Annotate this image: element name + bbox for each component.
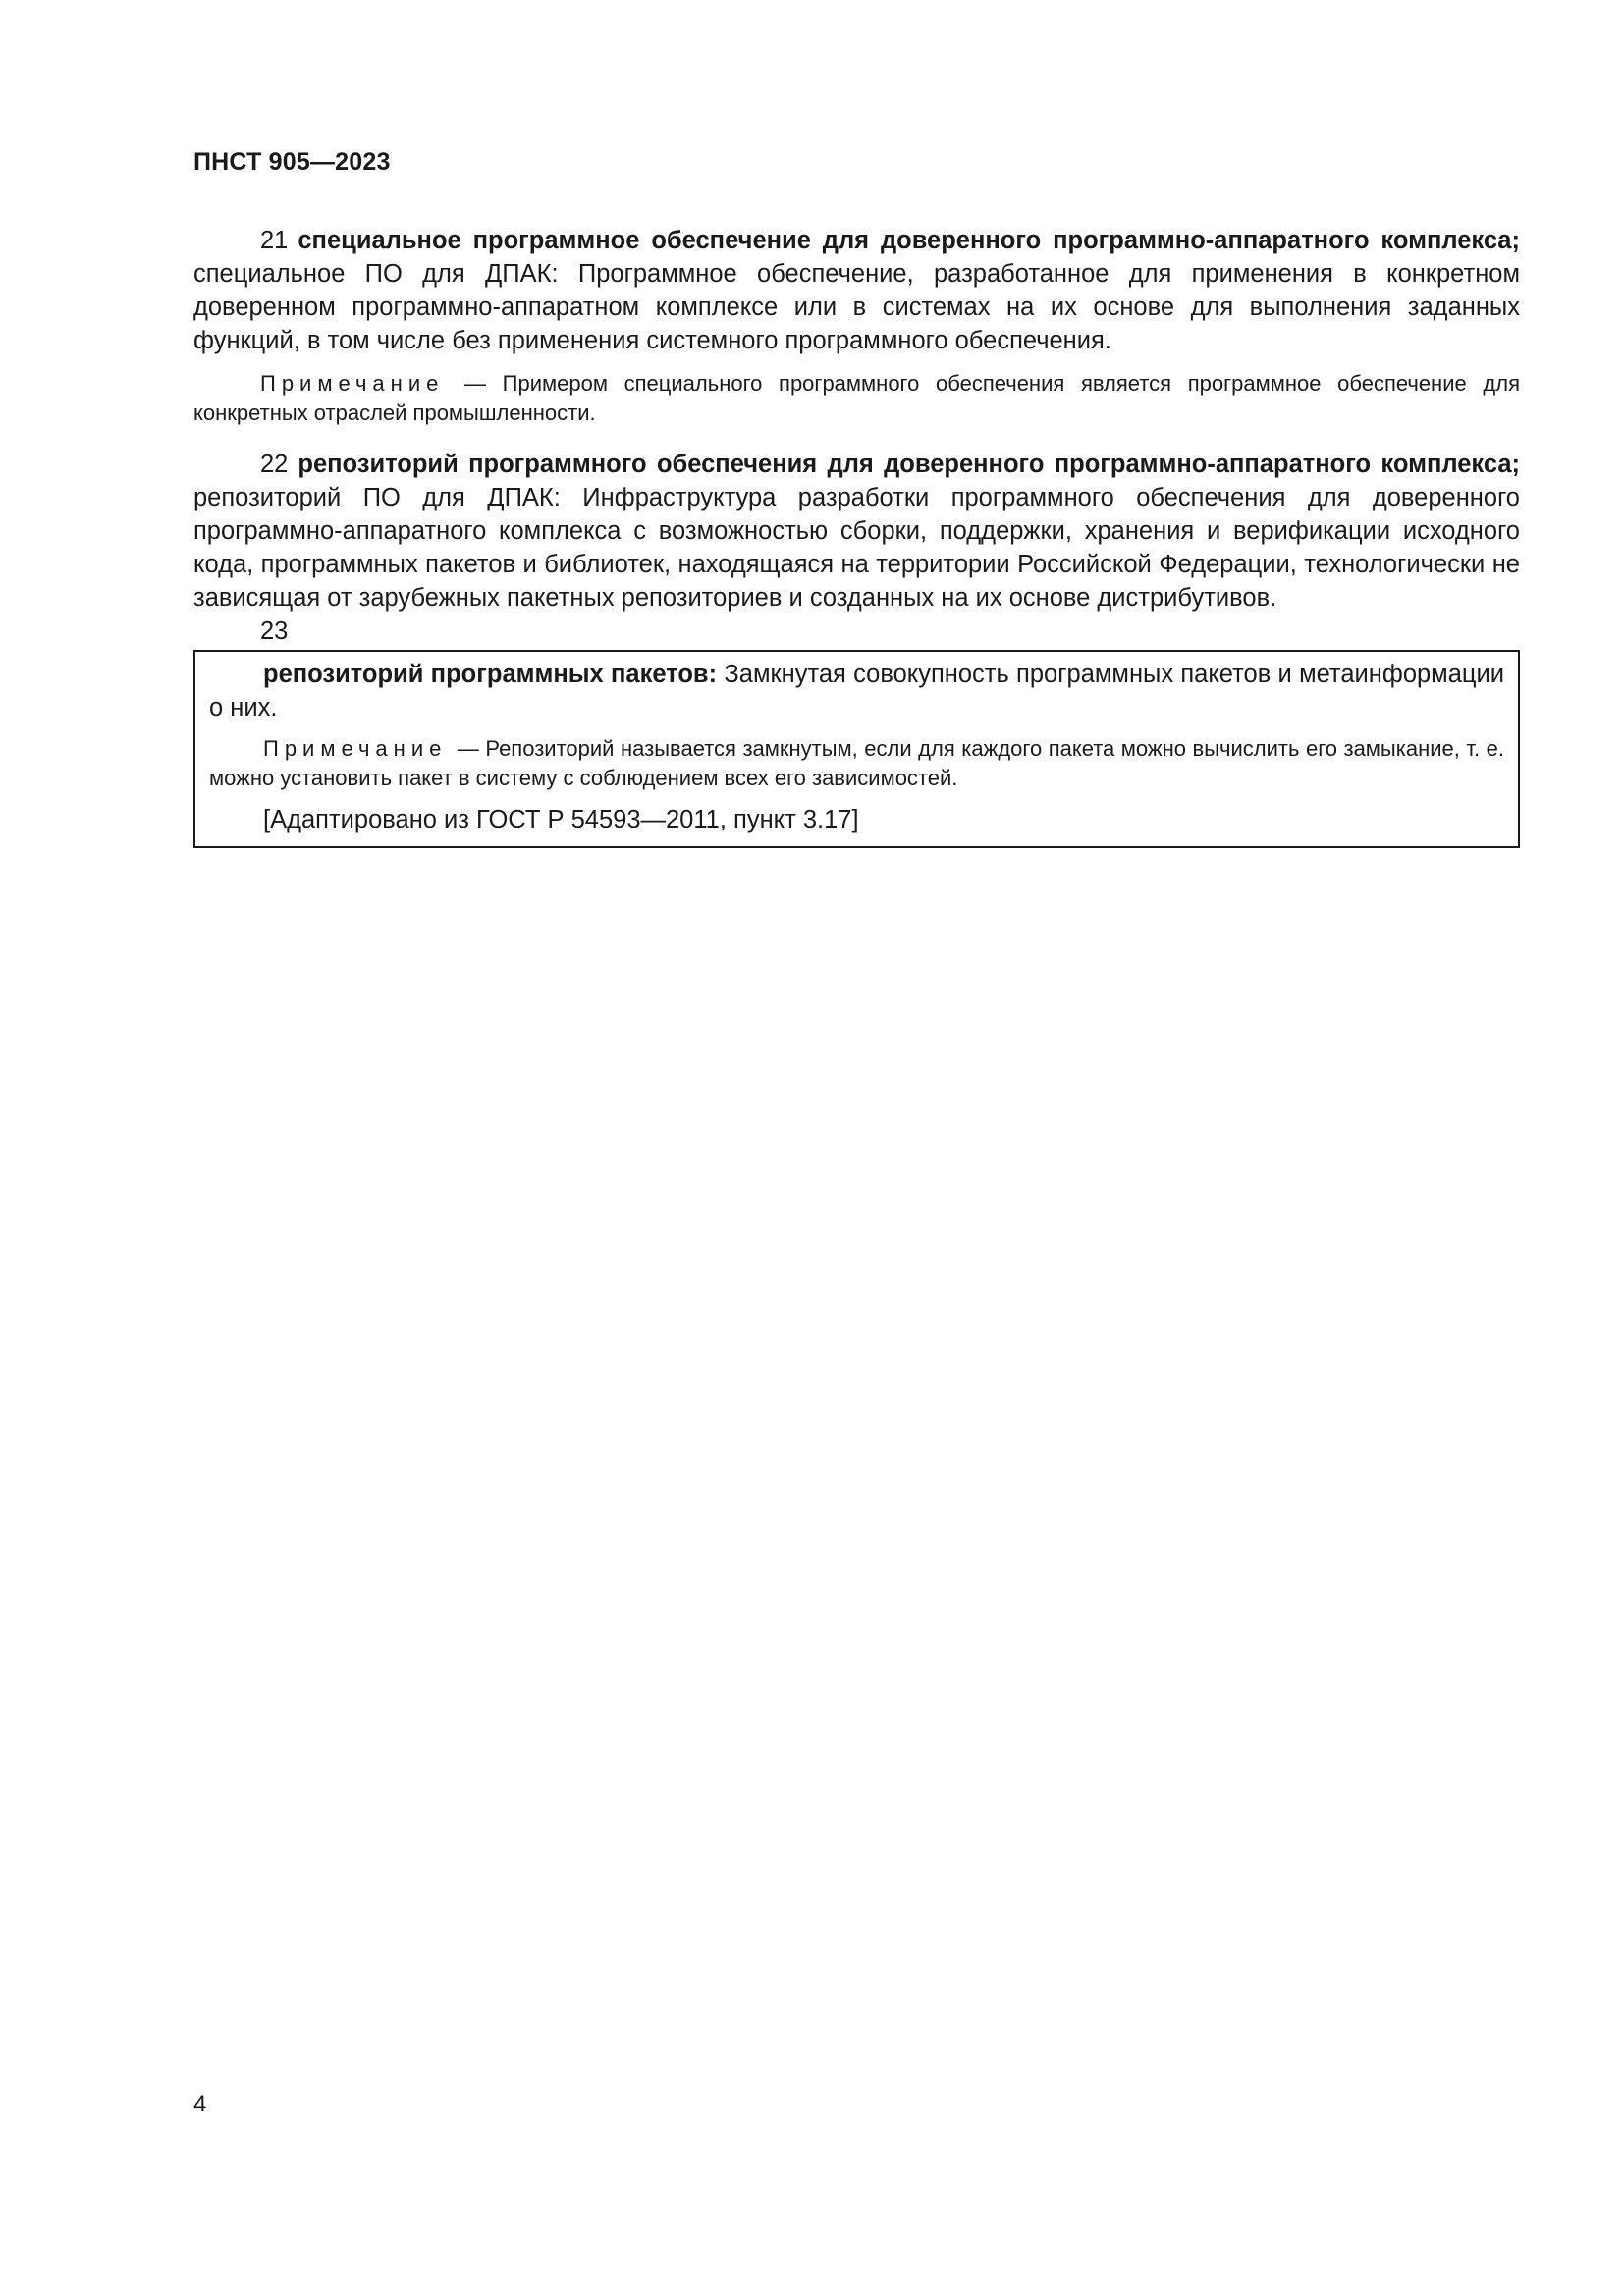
boxed-term-entry-23 xyxy=(193,650,1520,848)
note-label: Примечание xyxy=(263,736,448,761)
term-number: 21 xyxy=(260,227,289,254)
note-label: Примечание xyxy=(260,371,445,396)
term-note-23 xyxy=(209,734,1504,793)
term-entry-22 xyxy=(193,448,1520,614)
term-number-23: 23 xyxy=(260,617,289,645)
term-definition: Замкнутая совокупность программных пакетов и метаинформации о них. xyxy=(209,661,1504,721)
page-number: 4 xyxy=(193,2091,207,2117)
term-title: репозиторий программного обеспечения для доверенного программно-аппаратного комплекса; xyxy=(298,451,1520,478)
note-text: — Примером специального программного обеспечения является программное обеспечение для конкретных отраслей промышленности. xyxy=(193,371,1520,425)
term-definition: специальное ПО для ДПАК: Программное обеспечение, разработанное для применения в конкретном доверенном программно-аппаратном комплексе или в системах на их основе для выполнения заданных функций, в том числе без применения системного программного обеспечения. xyxy=(193,260,1520,354)
term-definition: репозиторий ПО для ДПАК: Инфраструктура разработки программного обеспечения для доверенного программно-аппаратного комплекса с возможностью сборки, поддержки, хранения и верификации исходного кода, программных пакетов и библиотек, находящаяся на территории Российской Федерации, технологически не зависящая от зарубежных пакетных репозиториев и созданных на их основе дистрибутивов. xyxy=(193,484,1520,612)
document-body xyxy=(193,224,1520,848)
term-entry-23 xyxy=(209,658,1504,724)
term-source: [Адаптировано из ГОСТ Р 54593—2011, пункт 3.17] xyxy=(263,806,859,833)
term-note-21 xyxy=(193,369,1520,428)
term-title: специальное программное обеспечение для доверенного программно-аппаратного комплекса; xyxy=(298,227,1520,254)
term-number: 22 xyxy=(260,451,289,478)
term-entry-21 xyxy=(193,224,1520,357)
term-title: репозиторий программных пакетов: xyxy=(263,661,718,688)
document-designation: ПНСТ 905—2023 xyxy=(193,148,391,176)
note-text: — Репозиторий называется замкнутым, если для каждого пакета можно вычислить его замыкание, т. е. можно установить пакет в систему с соблюдением всех его зависимостей. xyxy=(209,736,1504,790)
